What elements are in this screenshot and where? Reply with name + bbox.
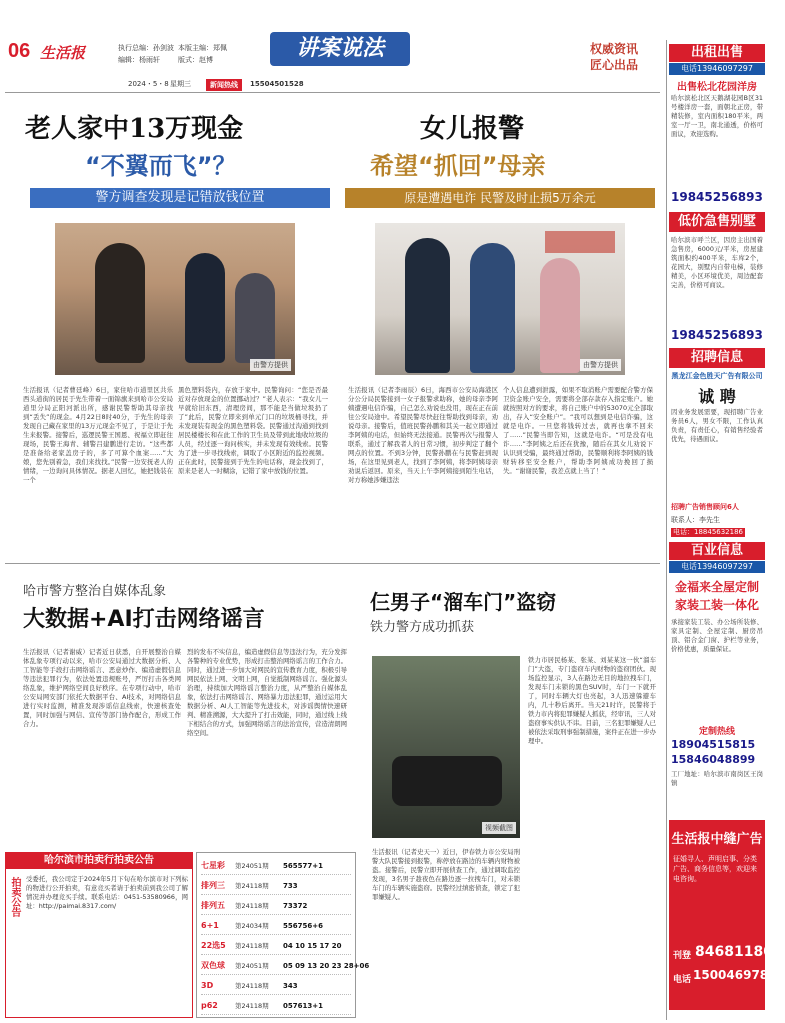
- story-4-photo-credit: 视频截图: [482, 822, 516, 834]
- sidebar-ad4-title-2: 家装工装一体化: [674, 598, 759, 612]
- lottery-row: [201, 937, 351, 955]
- lottery-issue: 第24118期: [235, 902, 269, 910]
- lottery-name: 6+1: [201, 921, 219, 930]
- police-1-silhouette: [405, 238, 450, 373]
- story-4-photo: [372, 656, 520, 838]
- story-2-title-2: 希望“抓回”母亲: [370, 152, 546, 180]
- person-silhouette: [95, 243, 145, 363]
- sidebar-ad4-phone-1: 18904515815: [671, 738, 756, 751]
- sidebar-ad3-company: 黑龙江金色胜天广告有限公司: [671, 372, 763, 380]
- story-1-col-1: 生活报讯（记者曹廷峰）6日，家住哈市道里区共乐西头道街的居民于先生带着一面锦旗来到哈市公安局道里分局正阳河派出所，感谢民警帮助其母亲找到“丢失”的现金。4月22日8时40分，于先生的母亲发现自己藏在家里的13万元现金不见了，于是让于先生来报警。接警后，巡逻民警王国恩、祝福立即赶往现场，民警王海青、辅警吕建鹏进行走访。“这些都是准备给老家盖房子的，多了可算个血案……”大娘，您先别着急，我们来找找。”民警一边安抚老人的情绪，一边询问具体情况。据老人回忆，她把钱装在一个: [23, 386, 173, 484]
- story-3-kicker: 哈市警方整治自媒体乱象: [23, 584, 167, 599]
- story-1: [15, 98, 335, 558]
- sidebar-ad5-label-2: 电话: [673, 975, 692, 985]
- lottery-name: 22选5: [201, 941, 226, 950]
- lottery-numbers: 04 10 15 17 20: [283, 942, 342, 950]
- story-1-photo: [55, 223, 295, 375]
- frame-top-line: [5, 92, 660, 93]
- lottery-issue: 第24051期: [235, 962, 269, 970]
- auction-text: 受委托，我公司定于2024年5月下旬在哈尔滨市对下列标的物进行公开拍卖，有意竞买者请于拍卖前到我公司了解情况并办理竞买手续。联系电话：0451-53580966，网址：http://paimai.8317.com/: [26, 875, 188, 910]
- section-title: 讲案说法: [270, 32, 410, 66]
- sidebar-ad1-body: 哈尔滨松北区天鹅湖花园B区31号楼洋房一套，面朝北正房，带精装修，室内面积180平米，两室一厅一卫，南北通透，价格可面议，欢迎选购。: [671, 94, 763, 138]
- lottery-issue: 第24051期: [235, 862, 269, 870]
- lottery-row: [201, 957, 370, 975]
- story-2-photo-credit: 由警方提供: [580, 359, 621, 371]
- lottery-numbers: 565577+1: [283, 862, 323, 870]
- auction-side-label: 拍卖公告: [9, 877, 20, 917]
- lottery-numbers: 556756+6: [283, 922, 323, 930]
- lottery-name: 3D: [201, 981, 214, 990]
- lottery-name: p62: [201, 1001, 218, 1010]
- sidebar-ad5-label-1: 刊登: [673, 951, 692, 961]
- wall-sign: [545, 231, 615, 253]
- story-2-col-2: 个人信息遭到泄露，如果不取消账户需要配合警方保卫资金账户安全，需要将全部存款存入指定账户。她就按照对方的要求，将自己账户中的53070元全部取出，存入“安全账户”。“我可以想到是电信诈骗，这就是电诈。一旦您将钱转过去，就再也拿不回来了……”民警当即告知，这就是电诈。“可是没有电诈……”李阿姨之后还在犹豫，随后在其女儿劝说下认识到受骗，最终通过帮助，民警顺利将李阿姨的钱财转移至安全账户，帮助李阿姨成功挽回了损失。“谢谢民警，我差点就上当了！”: [503, 386, 653, 475]
- sidebar-ad4-addr: 工厂地址：哈尔滨市南岗区王岗镇: [671, 770, 763, 787]
- page-number: 06: [8, 40, 31, 62]
- paper-name: 生活报: [40, 44, 86, 62]
- lottery-issue: 第24118期: [235, 1002, 269, 1010]
- story-2-title-1: 女儿报警: [420, 114, 525, 144]
- lottery-numbers: 733: [283, 882, 298, 890]
- issue-date: 2024・5・8: [128, 80, 169, 88]
- lottery-name: 七星彩: [201, 861, 225, 870]
- page-header: [0, 0, 662, 89]
- sidebar-ad5-box: [669, 820, 785, 1010]
- lottery-issue: 第24118期: [235, 982, 269, 990]
- lottery-numbers: 343: [283, 982, 298, 990]
- lottery-box: [196, 852, 370, 1018]
- sidebar-ad3-title: 诚 聘: [698, 387, 736, 406]
- sidebar-ad3-contact: 联系人：李先生: [671, 516, 720, 524]
- auction-notice: [5, 852, 193, 1018]
- lottery-row: [201, 877, 351, 895]
- editor-main: 本版主编：郑佩: [178, 44, 227, 52]
- sidebar-ad5-title: 生活报中缝广告: [671, 832, 763, 847]
- sidebar-ad4-phone-2: 15846048899: [671, 753, 756, 766]
- sidebar-ad3-phone: 电话：18845632186: [673, 528, 743, 536]
- story-1-title-1: 老人家中13万现金: [25, 114, 244, 144]
- sidebar-ad5-phone-2: 15004697804: [693, 968, 785, 982]
- story-2-col-1: 生活报讯（记者李雨辰）6日，海西市公安局海港区分公分局民警接到一女子报警求助称，她的母亲李阿姨遭遇电信诈骗，自己怎么劝说也没用，现在正在前往公安局途中。希望民警尽快赶往帮助找到母亲，劝说母亲。接警后，值班民警孙鹏和其关一起立即通过李阿姨的电话，但始终无法接通。民警再次与报警人联系，通过了解我者人的日常习惯，初步判定了翻个网点的位置。不到3分钟，民警孙鹏在与民警赶到现场，在这里见到老人，找到了李阿姨，将李阿姨母亲劝说后返回。原来，当天上午李阿姨接到陌生电话，对方称她涉嫌违法: [348, 386, 498, 484]
- story-3-col-2: 烈的发布不实信息，编造虚假信息等违法行为，充分发挥各警种的专业优势，形成打击整治网络谣言的工作合力。同时，通过进一步加大对网民的宣传教育力度，积极引导网民依法上网、文明上网，自觉抵制网络谣言。强化源头治理，持续加大网络谣言整治力度，从严整治自媒体乱象，依法打击网络谣言、网络暴力违法犯罪，通过运用大数据分析、AI人工智能等先进技术，对涉谣舆情快速研判、精准溯源，大大提升了打击效能，同时，通过线上线下相结合的方式，加强网络谣言的法治宣传，营造清朗网络空间。: [187, 648, 347, 737]
- lottery-numbers: 73372: [283, 902, 308, 910]
- editor-sub: 编辑：杨雨轩: [118, 56, 160, 64]
- lottery-issue: 第24034期: [235, 922, 269, 930]
- lottery-row: [201, 857, 351, 875]
- hotline-number: 15504501528: [250, 80, 304, 88]
- sidebar-ad4-hotline-label: 定制热线: [698, 727, 735, 737]
- editor-exec: 执行总编：孙剑波: [118, 44, 174, 52]
- story-1-col-2: 黑色塑料袋内，存放于家中。民警询问：“您是否最近对存放现金的位置挪动过？”老人表示：“我女儿一早就给旧东西，清理房间，那不能是当做垃圾扔了了”此后，民警立即来到单元门口的垃圾桶寻找，并未发现装有现金的黑色塑料袋。民警通过沟通到找到居民楼楼长和在此工作的卫生员及带到此地收垃圾的人员，经过逐一询问核实，并未发现有效线索。民警为了进一步寻找线索，调取了小区附近的监控视频。正在此时，民警接到于先生的电话称，现金找到了，原来是老人一时糊涂，记错了家中放钱的位置。: [178, 386, 328, 475]
- story-3-col-1: 生活报讯（记者谢威）记者近日获悉，自开展整治自媒体乱象专项行动以来，哈市公安局通过大数据分析、人工智能等手段打击网络谣言、恶意炒作、编造虚假信息等违法犯罪行为，依法处置违规账号，严厉打击各类网络乱象，维护网络空间良好秩序。在专项行动中，哈市公安局网安部门依托大数据平台、AI技术，对网络信息进行实时监测，精准发现涉谣信息线索，快速核查处置，同时加强与网信、宣传等部门协作配合，形成工作合力。: [23, 648, 181, 728]
- sidebar-ad3-sub: 招聘广告销售顾问6人: [671, 503, 739, 511]
- sidebar-ad3-head: 招聘信息: [669, 348, 765, 368]
- elder-silhouette: [235, 273, 275, 363]
- sidebar-ad2-head: 低价急售别墅: [669, 212, 765, 232]
- story-3: [15, 568, 355, 843]
- sidebar-ad3-body: 因业务发展需要，现招聘广告业务员6人，男女不限，工作认真负责，有责任心，有销售经验者优先，待遇面议。: [671, 408, 763, 443]
- story-1-title-2: “不翼而飞”？: [85, 152, 237, 180]
- lottery-row: [201, 897, 351, 915]
- story-4-title: 仨男子“溜车门”盗窃: [370, 590, 557, 614]
- classified-sidebar: [666, 40, 785, 1020]
- frame-mid-line: [5, 563, 660, 564]
- lottery-name: 双色球: [201, 961, 225, 970]
- sidebar-ad1-title: 出售松北花园洋房: [677, 82, 757, 93]
- lottery-numbers: 057613+1: [283, 1002, 323, 1010]
- sidebar-ad4-body: 承接家装工装、办公场所装修、家具定制、全屋定制、厨房吊顶、铝合金门窗、护栏等业务，价格优惠，质量保证。: [671, 618, 763, 653]
- sidebar-ad2-body: 哈尔滨市呼兰区，因房主出国着急售房，6000元/平米，房屋建筑面积约400平米，车库2个，花园大，别墅内自带电梯，装修精美，小区环境优美，周边配套完善，价格可商议。: [671, 236, 763, 289]
- sidebar-ad2-phone: 19845256893: [671, 328, 763, 342]
- story-4: [360, 568, 660, 1018]
- sidebar-ad5-body: 征婚寻人、声明启事、分类广告、商务信息等，欢迎来电咨询。: [673, 855, 757, 883]
- story-4-subtitle: 铁力警方成功抓获: [370, 620, 475, 635]
- sidebar-ad4-phone-banner: 电话13946097297: [669, 561, 765, 573]
- sidebar-ad4-head: 百业信息: [669, 542, 765, 560]
- sidebar-ad1-head: 出租出售: [669, 44, 765, 62]
- lottery-row: [201, 977, 351, 995]
- story-1-subtitle: 警方调查发现是记错放钱位置: [30, 188, 330, 208]
- lottery-row: [201, 997, 351, 1015]
- sidebar-ad1-phone-banner: 电话13946097297: [669, 63, 765, 75]
- story-2: [340, 98, 660, 558]
- sidebar-ad4-title-1: 金福来全屋定制: [674, 580, 759, 594]
- woman-silhouette: [540, 258, 580, 373]
- police-2-silhouette: [470, 243, 515, 373]
- lottery-row: [201, 917, 351, 935]
- editor-layout: 版式：赵博: [178, 56, 213, 64]
- lottery-issue: 第24118期: [235, 942, 269, 950]
- lottery-numbers: 05 09 13 20 23 28+06: [283, 962, 370, 970]
- lottery-name: 排列五: [201, 901, 225, 910]
- weekday: 星期三: [170, 80, 191, 88]
- lottery-issue: 第24118期: [235, 882, 269, 890]
- story-3-title: 大数据+AI打击网络谣言: [23, 607, 265, 632]
- sidebar-ad5-phone-1: 84681180: [695, 944, 773, 960]
- hotline-label: 新闻热线: [206, 79, 242, 91]
- story-2-photo: [375, 223, 625, 375]
- slogan-2: 匠心出品: [590, 58, 639, 72]
- story-4-col-1: 生活报讯（记者史天一）近日，伊春铁力市公安局刑警大队民警接到报警，称停放在路边的车辆内财物被盗。接警后，民警立即开展侦查工作，通过调取监控发现，3名男子趁夜色在路边逐一拉拽车门，对未锁车门的车辆实施盗窃。民警经过缜密侦查，锁定了犯罪嫌疑人。: [372, 848, 520, 901]
- story-4-col-2: 铁力市居民杨某、张某、刘某某这一伙“溜车门”大盗，专门盗窃车内财物的盗窃团伙。现场监控显示，3人在路边无目的地拉拽车门，发现车门未锁的黑色SUV时，车门一下就开了，同时车辆大灯也亮起，3人迅速躲避车内，几十秒后离开。当天21时许，民警将于铁力市内将犯罪嫌疑人抓获，经审讯，三人对盗窃事实供认不讳。目前，三名犯罪嫌疑人已被依法采取刑事强制措施，案件正在进一步办理中。: [528, 656, 656, 745]
- auction-title: 哈尔滨市拍卖行拍卖公告: [6, 853, 192, 869]
- police-silhouette: [185, 253, 225, 363]
- car-silhouette: [392, 756, 502, 806]
- slogan-1: 权威资讯: [590, 42, 639, 56]
- story-1-photo-credit: 由警方提供: [250, 359, 291, 371]
- sidebar-ad1-phone: 19845256893: [671, 190, 763, 204]
- story-2-subtitle: 原是遭遇电诈 民警及时止损5万余元: [345, 188, 655, 208]
- lottery-name: 排列三: [201, 881, 225, 890]
